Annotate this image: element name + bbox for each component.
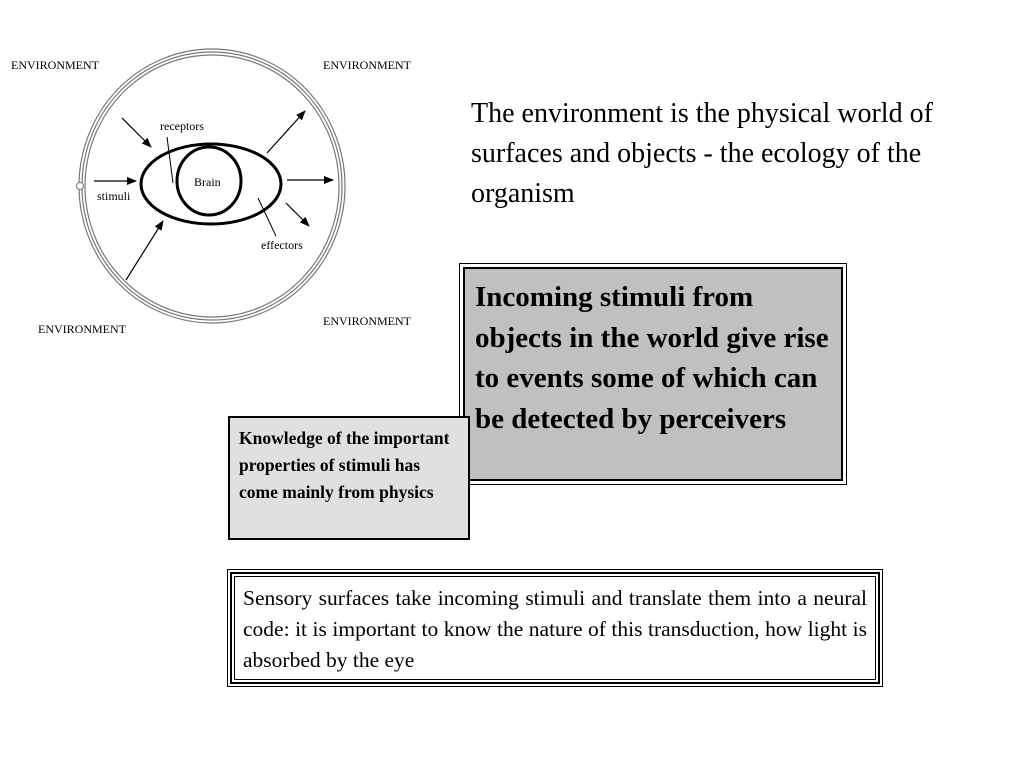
brain-label: Brain — [194, 175, 221, 189]
boundary-handle — [77, 183, 84, 190]
stimulus-arrow-upper — [122, 118, 151, 147]
stimuli-label: stimuli — [97, 189, 131, 203]
knowledge-box: Knowledge of the important properties of stimuli has come mainly from physics — [228, 416, 470, 540]
environment-description: The environment is the physical world of surfaces and objects - the ecology of the organism — [471, 98, 933, 209]
organism-diagram — [0, 0, 460, 360]
sensory-surfaces-box — [227, 569, 883, 687]
effector-arrow-lower — [286, 203, 309, 226]
environment-label-top-right: ENVIRONMENT — [323, 58, 411, 72]
sensory-surfaces-box-frame — [230, 572, 880, 684]
incoming-stimuli-text: Incoming stimuli from objects in the world give rise to events some of which can be detected by perceivers — [463, 267, 843, 481]
receptors-pointer — [167, 137, 173, 183]
environment-label-bottom-right: ENVIRONMENT — [323, 314, 411, 328]
effectors-label: effectors — [261, 238, 303, 252]
stimulus-arrow-lower — [126, 221, 163, 280]
sensory-surfaces-text: Sensory surfaces take incoming stimuli and translate them into a neural code: it is important to know the nature of this transduction, how light is absorbed by the eye — [234, 576, 876, 680]
incoming-stimuli-box — [459, 263, 847, 485]
environment-label-bottom-left: ENVIRONMENT — [38, 322, 126, 336]
effector-arrow-upper — [267, 111, 305, 153]
environment-label-top-left: ENVIRONMENT — [11, 58, 99, 72]
receptors-label: receptors — [160, 119, 204, 133]
